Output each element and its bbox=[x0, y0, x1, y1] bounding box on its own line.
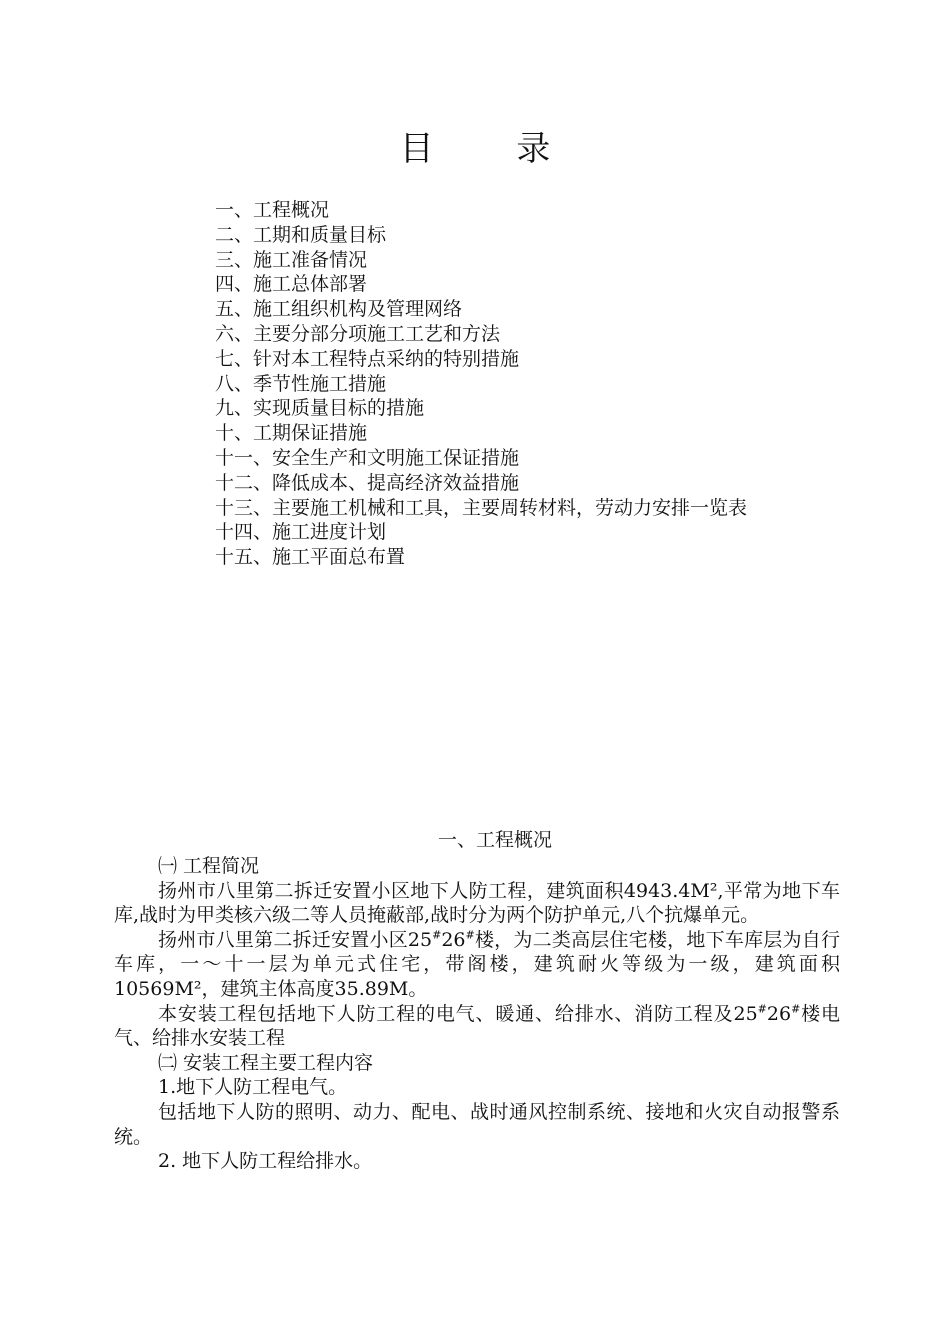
toc-item: 六、主要分部分项施工工艺和方法 bbox=[215, 322, 501, 345]
toc-list bbox=[114, 198, 844, 570]
toc-item: 十五、施工平面总布置 bbox=[215, 546, 406, 569]
list-item: 2. 地下人防工程给排水。 bbox=[158, 1150, 373, 1173]
toc-item: 五、施工组织机构及管理网络 bbox=[215, 298, 463, 321]
toc-item: 十二、降低成本、提高经济效益措施 bbox=[215, 471, 520, 494]
toc-title: 目 录 bbox=[399, 129, 587, 169]
body-paragraph: 扬州市八里第二拆迁安置小区25#26#楼，为二类高层住宅楼，地下车库层为自行车库，一～十一层为单元式住宅，带阁楼，建筑耐火等级为一级，建筑面积10569M²，建筑主体高度35.89M。 bbox=[114, 928, 840, 1000]
toc-item: 八、季节性施工措施 bbox=[215, 372, 387, 395]
body-paragraph: 扬州市八里第二拆迁安置小区地下人防工程，建筑面积4943.4M²,平常为地下车库,战时为甲类核六级二等人员掩蔽部,战时分为两个防护单元,八个抗爆单元。 bbox=[114, 879, 840, 927]
toc-item: 十一、安全生产和文明施工保证措施 bbox=[215, 446, 520, 469]
subsection-title: ㈠ 工程简况 bbox=[158, 855, 260, 877]
toc-item: 三、施工准备情况 bbox=[215, 248, 368, 271]
toc-item: 四、施工总体部署 bbox=[215, 273, 368, 296]
body-paragraph: 本安装工程包括地下人防工程的电气、暖通、给排水、消防工程及25#26#楼电气、给排水安装工程 bbox=[114, 1002, 840, 1050]
toc-item: 十四、施工进度计划 bbox=[215, 521, 387, 544]
toc-item: 十、工期保证措施 bbox=[215, 422, 368, 445]
section-body bbox=[114, 854, 840, 1174]
section-heading: 一、工程概况 bbox=[437, 829, 552, 851]
toc-item: 十三、主要施工机械和工具，主要周转材料，劳动力安排一览表 bbox=[215, 496, 748, 519]
toc-item: 二、工期和质量目标 bbox=[215, 223, 387, 246]
toc-item: 一、工程概况 bbox=[215, 199, 330, 221]
list-item: 1.地下人防工程电气。 bbox=[158, 1076, 348, 1099]
body-paragraph: 包括地下人防的照明、动力、配电、战时通风控制系统、接地和火灾自动报警系统。 bbox=[114, 1100, 840, 1148]
subsection-title: ㈡ 安装工程主要工程内容 bbox=[158, 1051, 374, 1074]
toc-item: 九、实现质量目标的措施 bbox=[215, 397, 425, 420]
toc-item: 七、针对本工程特点采纳的特别措施 bbox=[215, 347, 520, 370]
